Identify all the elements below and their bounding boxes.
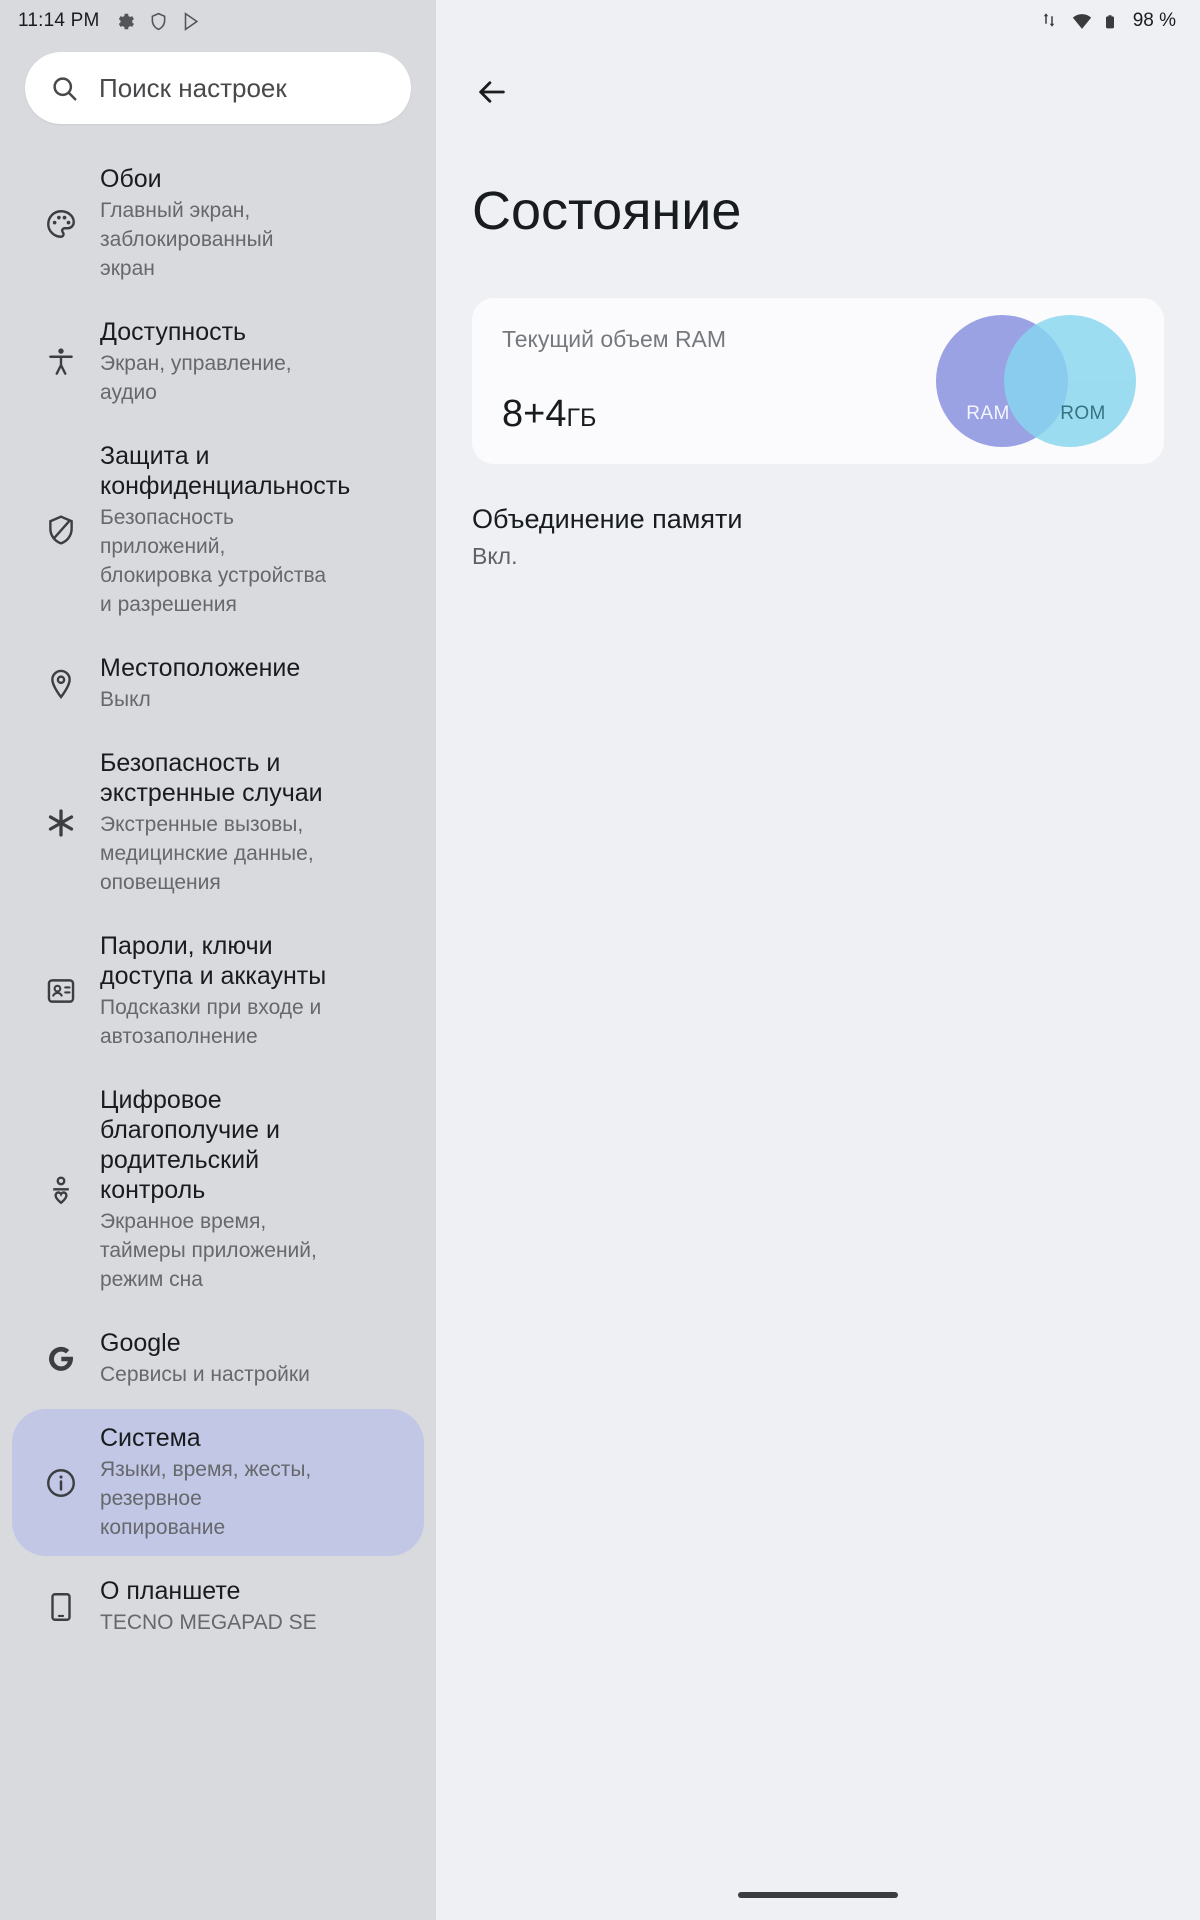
data-transfer-icon <box>1040 11 1061 32</box>
wellbeing-icon <box>34 1173 88 1207</box>
sidebar-item-text <box>88 653 300 714</box>
google-g-icon <box>34 1341 88 1377</box>
sidebar-item-text <box>88 1328 310 1389</box>
sidebar-item-accessibility[interactable] <box>12 303 424 421</box>
gear-icon <box>114 11 135 32</box>
toolbar <box>436 42 1200 120</box>
sidebar-item-text <box>88 1085 330 1294</box>
emergency-star-icon <box>34 805 88 841</box>
search-placeholder: Поиск настроек <box>99 72 287 103</box>
shield-icon <box>34 513 88 547</box>
sidebar-item-text <box>88 1423 330 1542</box>
home-indicator[interactable] <box>738 1892 898 1898</box>
sidebar-item-location[interactable] <box>12 639 424 728</box>
battery-percentage: 98 % <box>1132 10 1176 31</box>
sidebar <box>0 0 436 1920</box>
sidebar-item-about-tablet[interactable] <box>12 1562 424 1651</box>
sidebar-item-google[interactable] <box>12 1314 424 1403</box>
sidebar-item-subtitle: Подсказки при входе и автозаполнение <box>100 996 322 1048</box>
sidebar-item-subtitle: Экранное время, таймеры приложений, режим сна <box>100 1210 317 1291</box>
search-icon <box>49 73 79 103</box>
venn-circle-rom <box>1004 315 1136 447</box>
sidebar-item-security-privacy[interactable] <box>12 427 424 633</box>
sidebar-item-digital-wellbeing[interactable] <box>12 1071 424 1308</box>
venn-label-ram: RAM <box>966 403 1010 424</box>
ram-card-value <box>502 393 596 436</box>
sidebar-item-wallpaper[interactable] <box>12 150 424 297</box>
sidebar-item-text <box>88 748 330 897</box>
sidebar-item-subtitle: Сервисы и настройки <box>100 1363 310 1386</box>
sidebar-item-system[interactable] <box>12 1409 424 1556</box>
account-card-icon <box>34 974 88 1008</box>
shield-icon <box>148 11 169 32</box>
play-icon <box>182 11 203 32</box>
sidebar-item-text <box>88 1576 317 1637</box>
sidebar-item-title: Доступность <box>100 318 247 346</box>
sidebar-item-subtitle: Языки, время, жесты, резервное копирование <box>100 1458 312 1539</box>
sidebar-item-subtitle: Безопасность приложений, блокировка устройства и разрешения <box>100 506 327 616</box>
status-bar-icons <box>114 11 203 32</box>
sidebar-item-subtitle: Выкл <box>100 688 151 711</box>
venn-label-rom: ROM <box>1060 403 1106 424</box>
location-pin-icon <box>34 667 88 701</box>
sidebar-item-subtitle: Главный экран, заблокированный экран <box>100 199 274 280</box>
sidebar-item-subtitle: TECNO MEGAPAD SE <box>100 1611 317 1634</box>
palette-icon <box>34 207 88 241</box>
sidebar-nav-list <box>0 150 436 1687</box>
battery-icon <box>1102 11 1123 32</box>
sidebar-item-text <box>88 317 330 407</box>
ram-rom-venn-diagram <box>936 315 1136 447</box>
accessibility-icon <box>34 345 88 379</box>
sidebar-item-safety-emergency[interactable] <box>12 734 424 911</box>
back-button[interactable] <box>466 68 518 120</box>
sidebar-item-title: Безопасность и экстренные случаи <box>100 749 323 807</box>
sidebar-item-passwords-accounts[interactable] <box>12 917 424 1065</box>
page-title: Состояние <box>472 181 742 241</box>
main-panel <box>436 0 1200 1920</box>
sidebar-item-subtitle: Экран, управление, аудио <box>100 352 292 404</box>
sidebar-item-subtitle: Экстренные вызовы, медицинские данные, оповещения <box>100 813 314 894</box>
sidebar-item-title: Цифровое благополучие и родительский контроль <box>100 1086 280 1204</box>
sidebar-item-title: Google <box>100 1329 181 1357</box>
sidebar-item-title: Система <box>100 1424 201 1452</box>
info-circle-icon <box>34 1466 88 1500</box>
ram-card-label: Текущий объем RAM <box>502 326 727 352</box>
status-bar-left <box>0 0 436 42</box>
sidebar-item-title: Защита и конфиденциальность <box>100 442 351 500</box>
memory-extension-state: Вкл. <box>472 543 518 569</box>
arrow-left-icon <box>475 75 509 114</box>
sidebar-item-text <box>88 441 351 619</box>
sidebar-item-text <box>88 931 330 1051</box>
sidebar-item-title: Обои <box>100 165 162 193</box>
status-bar-clock: 11:14 PM <box>18 10 100 31</box>
sidebar-item-text <box>88 164 330 283</box>
wifi-icon <box>1071 11 1092 32</box>
ram-value-unit: ГБ <box>566 404 597 432</box>
search-container <box>0 42 436 124</box>
memory-extension-row[interactable] <box>472 504 1164 570</box>
status-bar-right <box>436 0 1200 42</box>
ram-status-card <box>472 298 1164 464</box>
search-input[interactable] <box>25 52 411 124</box>
tablet-icon <box>34 1590 88 1624</box>
sidebar-item-title: Пароли, ключи доступа и аккаунты <box>100 932 327 990</box>
memory-extension-title: Объединение памяти <box>472 504 743 534</box>
ram-value-number: 8+4 <box>502 393 567 435</box>
sidebar-item-title: Местоположение <box>100 654 301 682</box>
sidebar-item-title: О планшете <box>100 1577 241 1605</box>
